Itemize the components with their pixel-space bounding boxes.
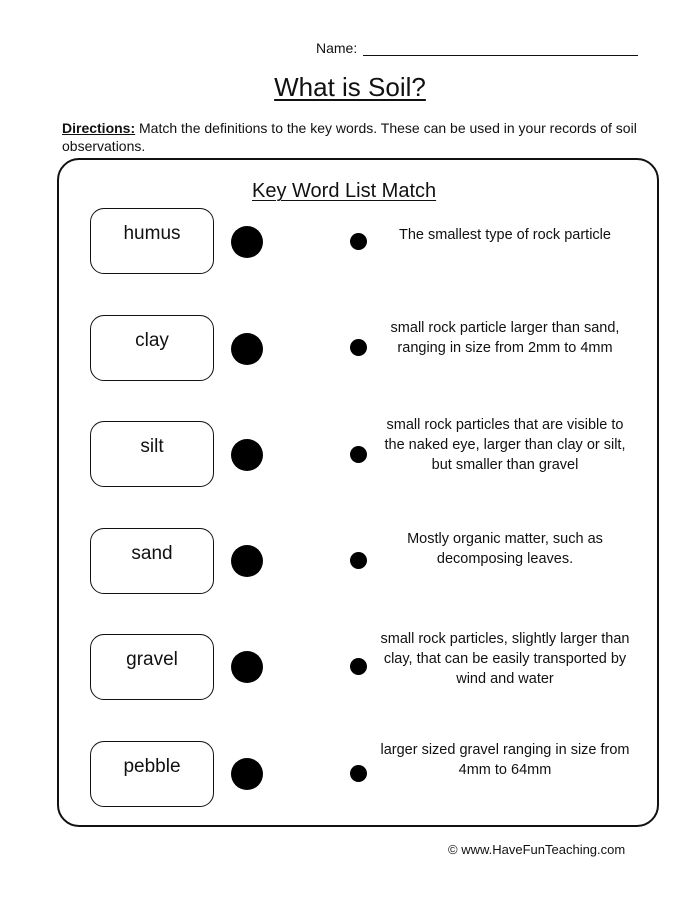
name-field (316, 40, 638, 56)
word-dot-humus[interactable] (231, 226, 263, 258)
definition-2: small rock particle larger than sand, ranging in size from 2mm to 4mm (390, 320, 620, 356)
word-box-pebble: pebble (90, 741, 214, 807)
definition-dot-6[interactable] (350, 765, 367, 782)
word-dot-silt[interactable] (231, 439, 263, 471)
directions-text: Match the definitions to the key words. These can be used in your records of soil observations. (62, 120, 637, 154)
definition-dot-2[interactable] (350, 339, 367, 356)
definition-6: larger sized gravel ranging in size from 4mm to 64mm (380, 742, 630, 778)
word-box-clay: clay (90, 315, 214, 381)
word-box-gravel: gravel (90, 634, 214, 700)
definition-dot-3[interactable] (350, 446, 367, 463)
directions-label: Directions: (62, 120, 136, 136)
panel-title: Key Word List Match (252, 180, 437, 202)
definition-dot-5[interactable] (350, 658, 367, 675)
definition-3: small rock particles that are visible to the naked eye, larger than clay or silt, but smaller than gravel (384, 417, 626, 473)
definition-5: small rock particles, slightly larger than clay, that can be easily transported by wind and water (380, 631, 630, 687)
word-dot-clay[interactable] (231, 333, 263, 365)
name-blank-line[interactable] (363, 42, 638, 56)
directions (62, 119, 652, 155)
page-title: What is Soil? (274, 72, 426, 102)
word-dot-pebble[interactable] (231, 758, 263, 790)
copyright-footer: © www.HaveFunTeaching.com (448, 842, 626, 857)
definition-dot-1[interactable] (350, 233, 367, 250)
definition-dot-4[interactable] (350, 552, 367, 569)
word-box-silt: silt (90, 421, 214, 487)
word-box-sand: sand (90, 528, 214, 594)
definition-1: The smallest type of rock particle (399, 227, 611, 243)
definition-4: Mostly organic matter, such as decomposing leaves. (407, 531, 603, 567)
word-box-humus: humus (90, 208, 214, 274)
name-label: Name: (316, 40, 358, 56)
word-dot-sand[interactable] (231, 545, 263, 577)
word-dot-gravel[interactable] (231, 651, 263, 683)
